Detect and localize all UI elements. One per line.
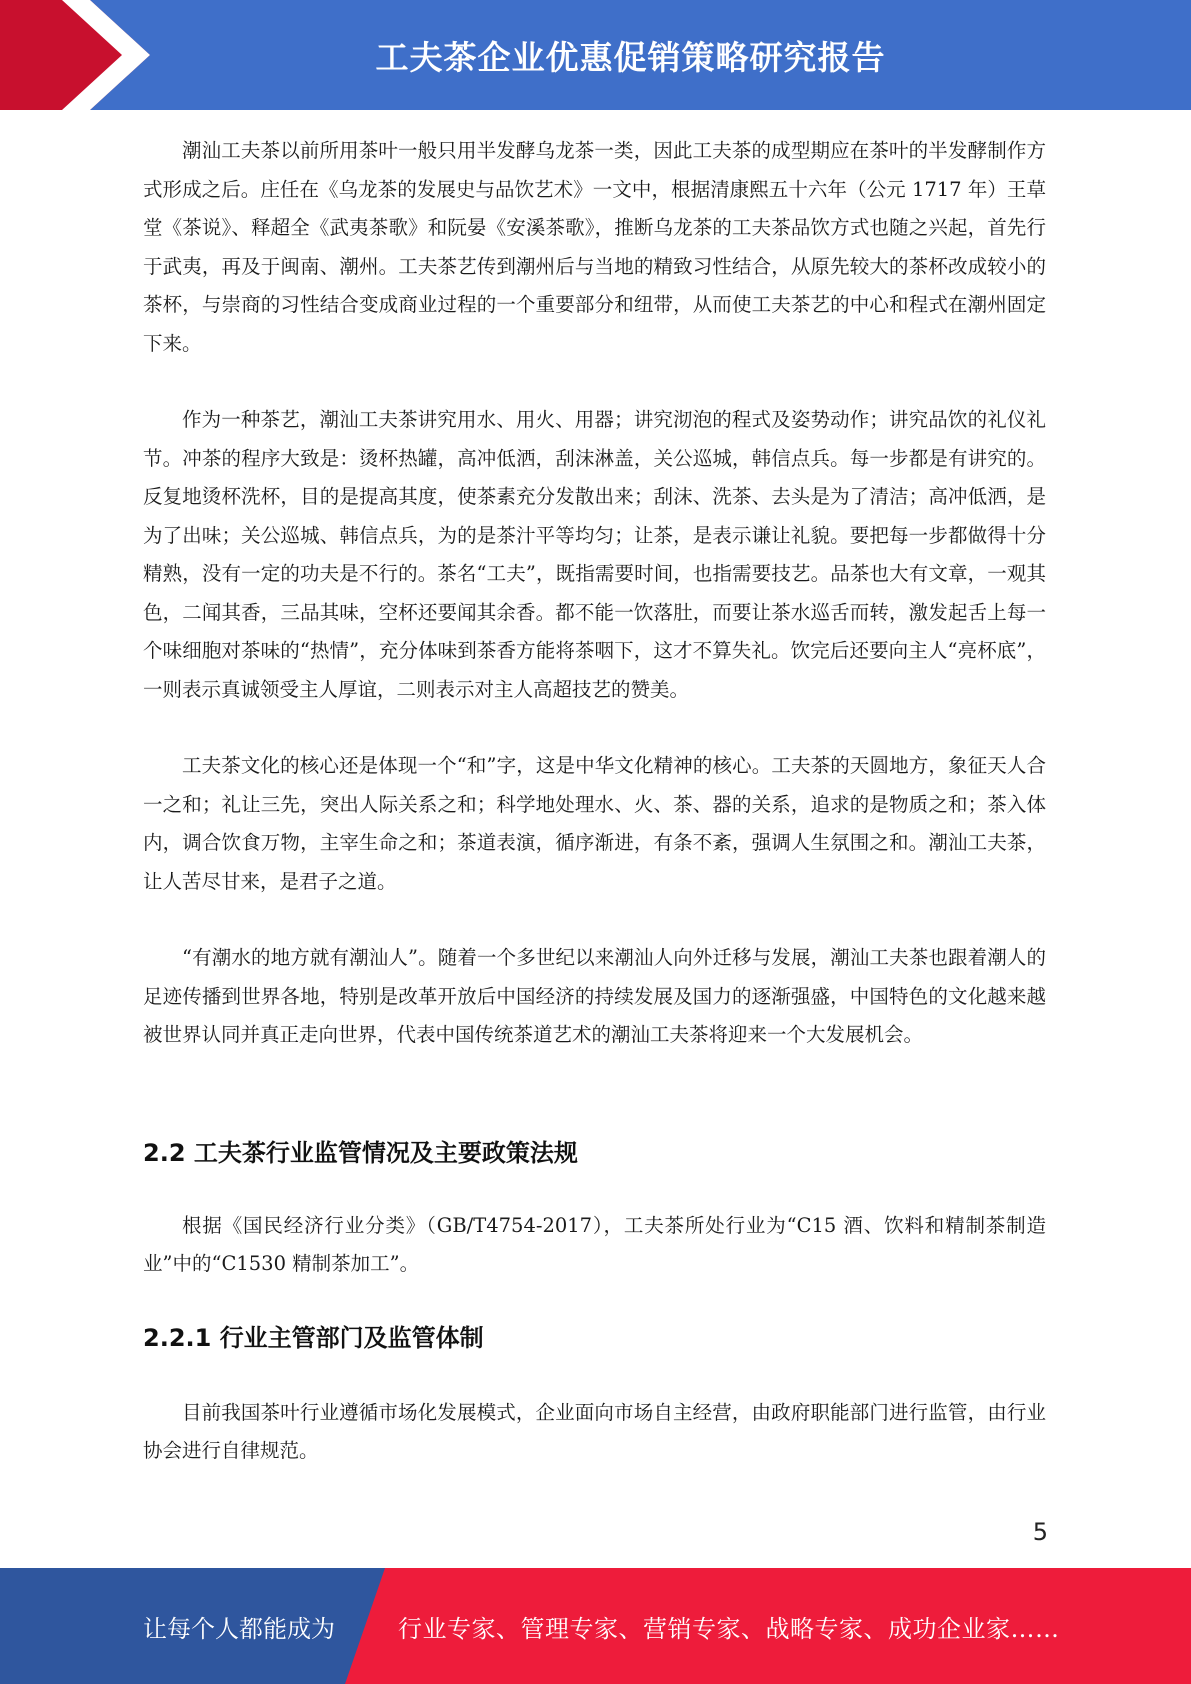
- report-title: 工夫茶企业优惠促销策略研究报告: [375, 37, 886, 77]
- paragraph: 作为一种茶艺，潮汕工夫茶讲究用水、用火、用器；讲究沏泡的程式及姿势动作；讲究品饮的礼仪礼节。冲茶的程序大致是：烫杯热罐，高冲低洒，刮沫淋盖，关公巡城，韩信点兵。每一步都是有讲究的。反复地烫杯洗杯，目的是提高其度，使茶素充分发散出来；刮沫、洗茶、去头是为了清洁；高冲低洒，是为了出味；关公巡城、韩信点兵，为的是茶汁平等均匀；让茶，是表示谦让礼貌。要把每一步都做得十分精熟，没有一定的功夫是不行的。茶名“工夫”，既指需要时间，也指需要技艺。品茶也大有文章，一观其色，二闻其香，三品其味，空杯还要闻其余香。都不能一饮落肚，而要让茶水巡舌而转，激发起舌上每一个味细胞对茶味的“热情”，充分体味到茶香方能将茶咽下，这才不算失礼。饮完后还要向主人“亮杯底”，一则表示真诚领受主人厚谊，二则表示对主人高超技艺的赞美。: [143, 408, 1046, 701]
- footer-slogan-left: 让每个人都能成为: [143, 1614, 335, 1643]
- footer-slogan-right: 行业专家、管理专家、营销专家、战略专家、成功企业家……: [398, 1614, 1060, 1643]
- document-body: [143, 132, 1046, 1471]
- page-header: [0, 0, 1191, 110]
- paragraph: 目前我国茶叶行业遵循市场化发展模式，企业面向市场自主经营，由政府职能部门进行监管，由行业协会进行自律规范。: [143, 1400, 1046, 1462]
- page-number: 5: [1032, 1518, 1048, 1546]
- paragraph: 潮汕工夫茶以前所用茶叶一般只用半发酵乌龙茶一类，因此工夫茶的成型期应在茶叶的半发酵制作方式形成之后。庄任在《乌龙茶的发展史与品饮艺术》一文中，根据清康熙五十六年（公元 1717 年）王草堂《茶说》、释超全《武夷茶歌》和阮晏《安溪茶歌》，推断乌龙茶的工夫茶品饮方式也随之兴起，首先行于武夷，再及于闽南、潮州。工夫茶艺传到潮州后与当地的精致习性结合，从原先较大的茶杯改成较小的茶杯，与崇商的习性结合变成商业过程的一个重要部分和纽带，从而使工夫茶艺的中心和程式在潮州固定下来。: [143, 139, 1046, 355]
- page-footer: [0, 1568, 1191, 1684]
- paragraph: 工夫茶文化的核心还是体现一个“和”字，这是中华文化精神的核心。工夫茶的天圆地方，象征天人合一之和；礼让三先，突出人际关系之和；科学地处理水、火、茶、器的关系，追求的是物质之和；茶入体内，调合饮食万物，主宰生命之和；茶道表演，循序渐进，有条不紊，强调人生氛围之和。潮汕工夫茶，让人苦尽甘来，是君子之道。: [143, 754, 1046, 893]
- section-heading-2-2: 2.2 工夫茶行业监管情况及主要政策法规: [143, 1138, 578, 1167]
- paragraph: 根据《国民经济行业分类》（GB/T4754-2017），工夫茶所处行业为“C15 酒、饮料和精制茶制造业”中的“C1530 精制茶加工”。: [143, 1213, 1046, 1275]
- section-heading-2-2-1: 2.2.1 行业主管部门及监管体制: [143, 1323, 484, 1352]
- paragraph: “有潮水的地方就有潮汕人”。随着一个多世纪以来潮汕人向外迁移与发展，潮汕工夫茶也跟着潮人的足迹传播到世界各地，特别是改革开放后中国经济的持续发展及国力的逐渐强盛，中国特色的文化越来越被世界认同并真正走向世界，代表中国传统茶道艺术的潮汕工夫茶将迎来一个大发展机会。: [143, 946, 1046, 1046]
